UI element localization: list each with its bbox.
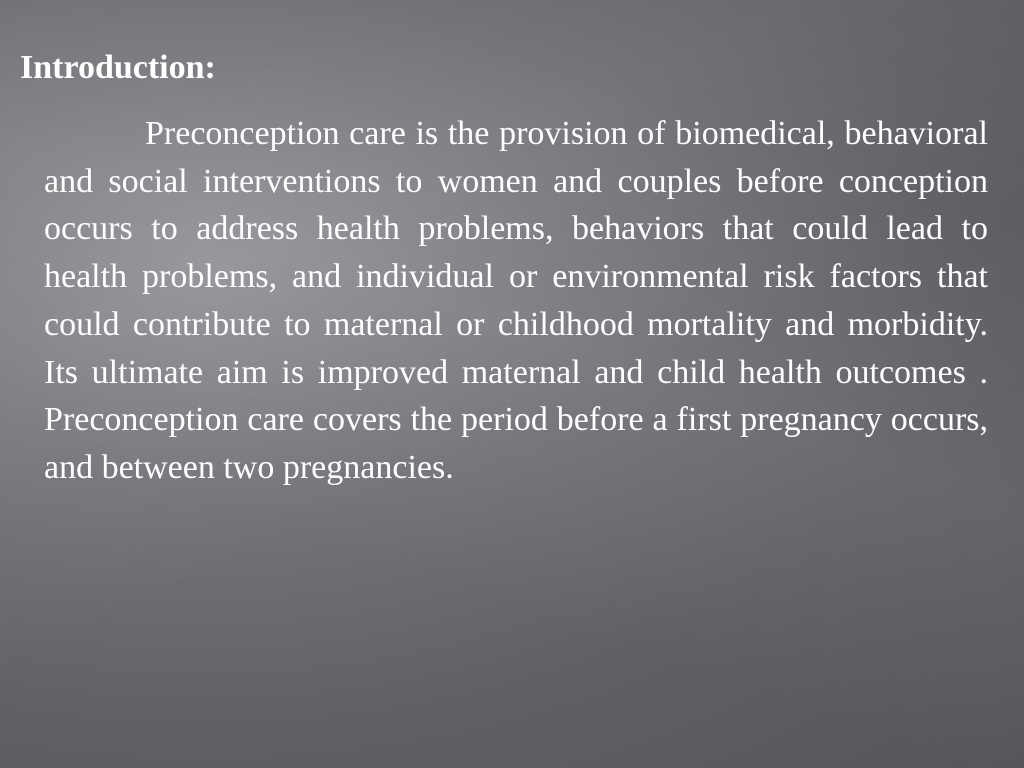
slide-paragraph: Preconception care is the provision of biomedical, behavioral and social interventions to women and couples before conception occurs to address health problems, behaviors that could lead to health problems, and individual or environmental risk factors that could contribute to maternal or childhood mortality and morbidity. Its ultimate aim is improved maternal and child health outcomes . Preconception care covers the period before a first pregnancy occurs, and between two pregnancies. — [44, 115, 988, 486]
slide-heading: Introduction: — [20, 49, 216, 86]
